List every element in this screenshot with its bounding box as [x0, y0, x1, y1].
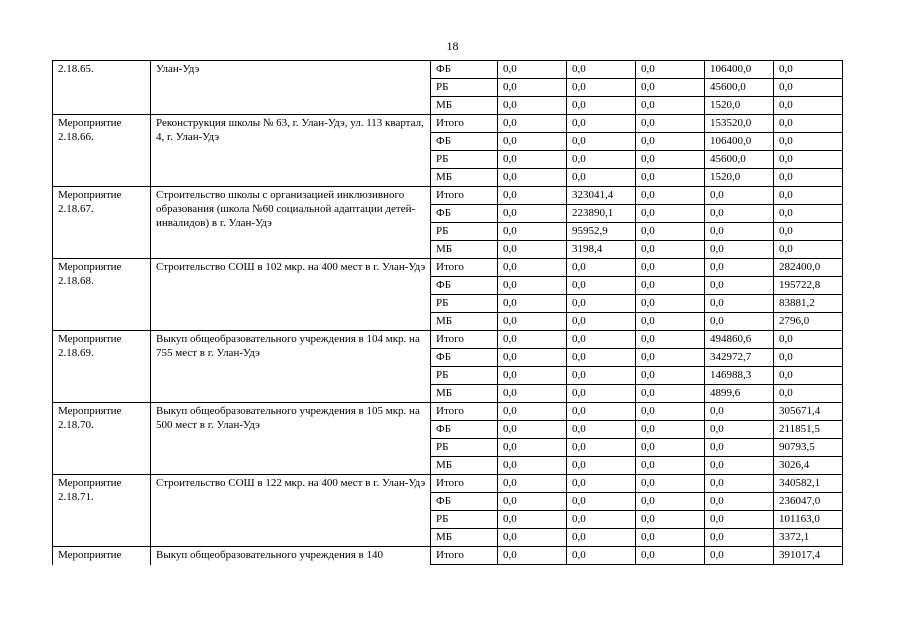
- amount-cell: 45600,0: [705, 151, 774, 169]
- amount-cell: 0,0: [705, 529, 774, 547]
- amount-cell: 0,0: [705, 457, 774, 475]
- activity-name-cell: Улан-Удэ: [151, 61, 431, 115]
- activity-cell: Мероприятие 2.18.66.: [53, 115, 151, 187]
- amount-cell: 0,0: [498, 295, 567, 313]
- budget-table: [52, 60, 843, 565]
- amount-cell: 0,0: [498, 349, 567, 367]
- amount-cell: 0,0: [636, 151, 705, 169]
- amount-cell: 223890,1: [567, 205, 636, 223]
- amount-cell: 0,0: [636, 277, 705, 295]
- funding-source-cell: МБ: [431, 241, 498, 259]
- amount-cell: 0,0: [567, 79, 636, 97]
- amount-cell: 0,0: [498, 511, 567, 529]
- amount-cell: 0,0: [636, 547, 705, 565]
- amount-cell: 0,0: [498, 151, 567, 169]
- amount-cell: 0,0: [636, 133, 705, 151]
- amount-cell: 0,0: [774, 169, 843, 187]
- amount-cell: 0,0: [567, 277, 636, 295]
- amount-cell: 0,0: [636, 223, 705, 241]
- amount-cell: 0,0: [567, 511, 636, 529]
- amount-cell: 0,0: [567, 115, 636, 133]
- amount-cell: 3372,1: [774, 529, 843, 547]
- activity-cell: Мероприятие 2.18.70.: [53, 403, 151, 475]
- amount-cell: 0,0: [774, 133, 843, 151]
- amount-cell: 0,0: [498, 403, 567, 421]
- amount-cell: 0,0: [636, 529, 705, 547]
- amount-cell: 0,0: [567, 421, 636, 439]
- amount-cell: 0,0: [567, 439, 636, 457]
- amount-cell: 323041,4: [567, 187, 636, 205]
- amount-cell: 0,0: [636, 457, 705, 475]
- amount-cell: 106400,0: [705, 133, 774, 151]
- funding-source-cell: ФБ: [431, 61, 498, 79]
- amount-cell: 153520,0: [705, 115, 774, 133]
- amount-cell: 0,0: [705, 241, 774, 259]
- activity-cell: 2.18.65.: [53, 61, 151, 115]
- funding-source-cell: РБ: [431, 367, 498, 385]
- table-body: [53, 61, 843, 565]
- activity-name-cell: Выкуп общеобразовательного учреждения в 105 мкр. на 500 мест в г. Улан-Удэ: [151, 403, 431, 475]
- activity-name-cell: Выкуп общеобразовательного учреждения в 140: [151, 547, 431, 565]
- amount-cell: 0,0: [636, 241, 705, 259]
- amount-cell: 4899,6: [705, 385, 774, 403]
- funding-source-cell: Итого: [431, 259, 498, 277]
- amount-cell: 0,0: [636, 385, 705, 403]
- amount-cell: 0,0: [498, 133, 567, 151]
- activity-cell: Мероприятие 2.18.68.: [53, 259, 151, 331]
- funding-source-cell: ФБ: [431, 349, 498, 367]
- amount-cell: 1520,0: [705, 97, 774, 115]
- amount-cell: 0,0: [636, 475, 705, 493]
- amount-cell: 0,0: [498, 457, 567, 475]
- funding-source-cell: МБ: [431, 97, 498, 115]
- funding-source-cell: Итого: [431, 187, 498, 205]
- amount-cell: 0,0: [567, 475, 636, 493]
- amount-cell: 0,0: [636, 313, 705, 331]
- amount-cell: 0,0: [636, 493, 705, 511]
- amount-cell: 0,0: [636, 511, 705, 529]
- amount-cell: 0,0: [567, 385, 636, 403]
- amount-cell: 0,0: [705, 259, 774, 277]
- amount-cell: 0,0: [705, 313, 774, 331]
- amount-cell: 0,0: [498, 529, 567, 547]
- amount-cell: 3026,4: [774, 457, 843, 475]
- amount-cell: 0,0: [705, 403, 774, 421]
- amount-cell: 0,0: [636, 205, 705, 223]
- amount-cell: 342972,7: [705, 349, 774, 367]
- amount-cell: 0,0: [567, 367, 636, 385]
- funding-source-cell: РБ: [431, 223, 498, 241]
- amount-cell: 0,0: [567, 97, 636, 115]
- amount-cell: 0,0: [636, 259, 705, 277]
- amount-cell: 0,0: [636, 97, 705, 115]
- amount-cell: 0,0: [498, 493, 567, 511]
- amount-cell: 0,0: [636, 439, 705, 457]
- amount-cell: 0,0: [567, 61, 636, 79]
- page-number: 18: [446, 39, 459, 53]
- amount-cell: 0,0: [498, 385, 567, 403]
- amount-cell: 0,0: [498, 277, 567, 295]
- amount-cell: 0,0: [498, 367, 567, 385]
- amount-cell: 3198,4: [567, 241, 636, 259]
- funding-source-cell: РБ: [431, 79, 498, 97]
- activity-name-cell: Выкуп общеобразовательного учреждения в 104 мкр. на 755 мест в г. Улан-Удэ: [151, 331, 431, 403]
- amount-cell: 0,0: [774, 205, 843, 223]
- amount-cell: 0,0: [498, 439, 567, 457]
- amount-cell: 0,0: [498, 421, 567, 439]
- amount-cell: 211851,5: [774, 421, 843, 439]
- amount-cell: 0,0: [567, 259, 636, 277]
- funding-source-cell: МБ: [431, 457, 498, 475]
- amount-cell: 2796,0: [774, 313, 843, 331]
- amount-cell: 0,0: [705, 547, 774, 565]
- amount-cell: 0,0: [498, 61, 567, 79]
- amount-cell: 494860,6: [705, 331, 774, 349]
- amount-cell: 0,0: [567, 169, 636, 187]
- amount-cell: 0,0: [636, 421, 705, 439]
- amount-cell: 83881,2: [774, 295, 843, 313]
- table-row: [53, 115, 843, 133]
- funding-source-cell: Итого: [431, 475, 498, 493]
- funding-source-cell: Итого: [431, 403, 498, 421]
- amount-cell: 340582,1: [774, 475, 843, 493]
- amount-cell: 0,0: [636, 403, 705, 421]
- funding-source-cell: РБ: [431, 511, 498, 529]
- amount-cell: 0,0: [498, 331, 567, 349]
- funding-source-cell: Итого: [431, 547, 498, 565]
- activity-cell: Мероприятие 2.18.69.: [53, 331, 151, 403]
- amount-cell: 0,0: [774, 151, 843, 169]
- amount-cell: 0,0: [636, 61, 705, 79]
- amount-cell: 45600,0: [705, 79, 774, 97]
- amount-cell: 0,0: [498, 169, 567, 187]
- activity-cell: Мероприятие: [53, 547, 151, 565]
- amount-cell: 0,0: [498, 79, 567, 97]
- amount-cell: 0,0: [567, 457, 636, 475]
- amount-cell: 0,0: [567, 331, 636, 349]
- amount-cell: 305671,4: [774, 403, 843, 421]
- amount-cell: 0,0: [636, 295, 705, 313]
- amount-cell: 101163,0: [774, 511, 843, 529]
- amount-cell: 0,0: [636, 115, 705, 133]
- amount-cell: 0,0: [636, 331, 705, 349]
- activity-name-cell: Строительство СОШ в 102 мкр. на 400 мест в г. Улан-Удэ: [151, 259, 431, 331]
- amount-cell: 0,0: [705, 223, 774, 241]
- amount-cell: 236047,0: [774, 493, 843, 511]
- amount-cell: 0,0: [705, 277, 774, 295]
- amount-cell: 0,0: [705, 439, 774, 457]
- table-row: [53, 403, 843, 421]
- table-row: [53, 187, 843, 205]
- amount-cell: 0,0: [774, 349, 843, 367]
- table-row: [53, 547, 843, 565]
- activity-name-cell: Строительство СОШ в 122 мкр. на 400 мест в г. Улан-Удэ: [151, 475, 431, 547]
- funding-source-cell: ФБ: [431, 133, 498, 151]
- amount-cell: 0,0: [774, 115, 843, 133]
- amount-cell: 90793,5: [774, 439, 843, 457]
- funding-source-cell: МБ: [431, 313, 498, 331]
- amount-cell: 391017,4: [774, 547, 843, 565]
- amount-cell: 0,0: [705, 511, 774, 529]
- amount-cell: 106400,0: [705, 61, 774, 79]
- amount-cell: 0,0: [636, 169, 705, 187]
- table-row: [53, 331, 843, 349]
- amount-cell: 0,0: [567, 295, 636, 313]
- table-row: [53, 259, 843, 277]
- amount-cell: 0,0: [567, 529, 636, 547]
- table-row: [53, 61, 843, 79]
- amount-cell: 0,0: [774, 331, 843, 349]
- funding-source-cell: МБ: [431, 169, 498, 187]
- amount-cell: 0,0: [705, 205, 774, 223]
- amount-cell: 95952,9: [567, 223, 636, 241]
- activity-name-cell: Реконструкция школы № 63, г. Улан-Удэ, ул. 113 квартал, 4, г. Улан-Удэ: [151, 115, 431, 187]
- amount-cell: 0,0: [498, 187, 567, 205]
- amount-cell: 0,0: [498, 547, 567, 565]
- amount-cell: 0,0: [774, 97, 843, 115]
- amount-cell: 0,0: [636, 79, 705, 97]
- funding-source-cell: ФБ: [431, 205, 498, 223]
- amount-cell: 0,0: [567, 403, 636, 421]
- amount-cell: 0,0: [567, 349, 636, 367]
- amount-cell: 0,0: [774, 385, 843, 403]
- amount-cell: 0,0: [498, 259, 567, 277]
- amount-cell: 0,0: [498, 475, 567, 493]
- activity-name-cell: Строительство школы с организацией инклюзивного образования (школа №60 социальной адаптации детей-инвалидов) в г. Улан-Удэ: [151, 187, 431, 259]
- amount-cell: 0,0: [498, 241, 567, 259]
- amount-cell: 0,0: [567, 493, 636, 511]
- funding-source-cell: РБ: [431, 439, 498, 457]
- amount-cell: 0,0: [774, 79, 843, 97]
- amount-cell: 282400,0: [774, 259, 843, 277]
- amount-cell: 0,0: [498, 223, 567, 241]
- amount-cell: 195722,8: [774, 277, 843, 295]
- amount-cell: 0,0: [498, 115, 567, 133]
- amount-cell: 0,0: [774, 223, 843, 241]
- table-row: [53, 475, 843, 493]
- amount-cell: 0,0: [705, 421, 774, 439]
- amount-cell: 0,0: [774, 187, 843, 205]
- amount-cell: 0,0: [567, 547, 636, 565]
- funding-source-cell: РБ: [431, 151, 498, 169]
- amount-cell: 0,0: [705, 187, 774, 205]
- activity-cell: Мероприятие 2.18.71.: [53, 475, 151, 547]
- funding-source-cell: РБ: [431, 295, 498, 313]
- amount-cell: 0,0: [636, 349, 705, 367]
- amount-cell: 0,0: [567, 151, 636, 169]
- amount-cell: 0,0: [498, 313, 567, 331]
- amount-cell: 0,0: [636, 367, 705, 385]
- amount-cell: 0,0: [567, 313, 636, 331]
- funding-source-cell: МБ: [431, 385, 498, 403]
- funding-source-cell: ФБ: [431, 493, 498, 511]
- amount-cell: 0,0: [498, 97, 567, 115]
- amount-cell: 0,0: [774, 367, 843, 385]
- amount-cell: 0,0: [774, 61, 843, 79]
- amount-cell: 1520,0: [705, 169, 774, 187]
- amount-cell: 0,0: [705, 493, 774, 511]
- funding-source-cell: МБ: [431, 529, 498, 547]
- amount-cell: 0,0: [567, 133, 636, 151]
- amount-cell: 0,0: [498, 205, 567, 223]
- amount-cell: 146988,3: [705, 367, 774, 385]
- funding-source-cell: ФБ: [431, 277, 498, 295]
- funding-source-cell: ФБ: [431, 421, 498, 439]
- amount-cell: 0,0: [705, 475, 774, 493]
- funding-source-cell: Итого: [431, 115, 498, 133]
- funding-source-cell: Итого: [431, 331, 498, 349]
- amount-cell: 0,0: [774, 241, 843, 259]
- amount-cell: 0,0: [636, 187, 705, 205]
- activity-cell: Мероприятие 2.18.67.: [53, 187, 151, 259]
- amount-cell: 0,0: [705, 295, 774, 313]
